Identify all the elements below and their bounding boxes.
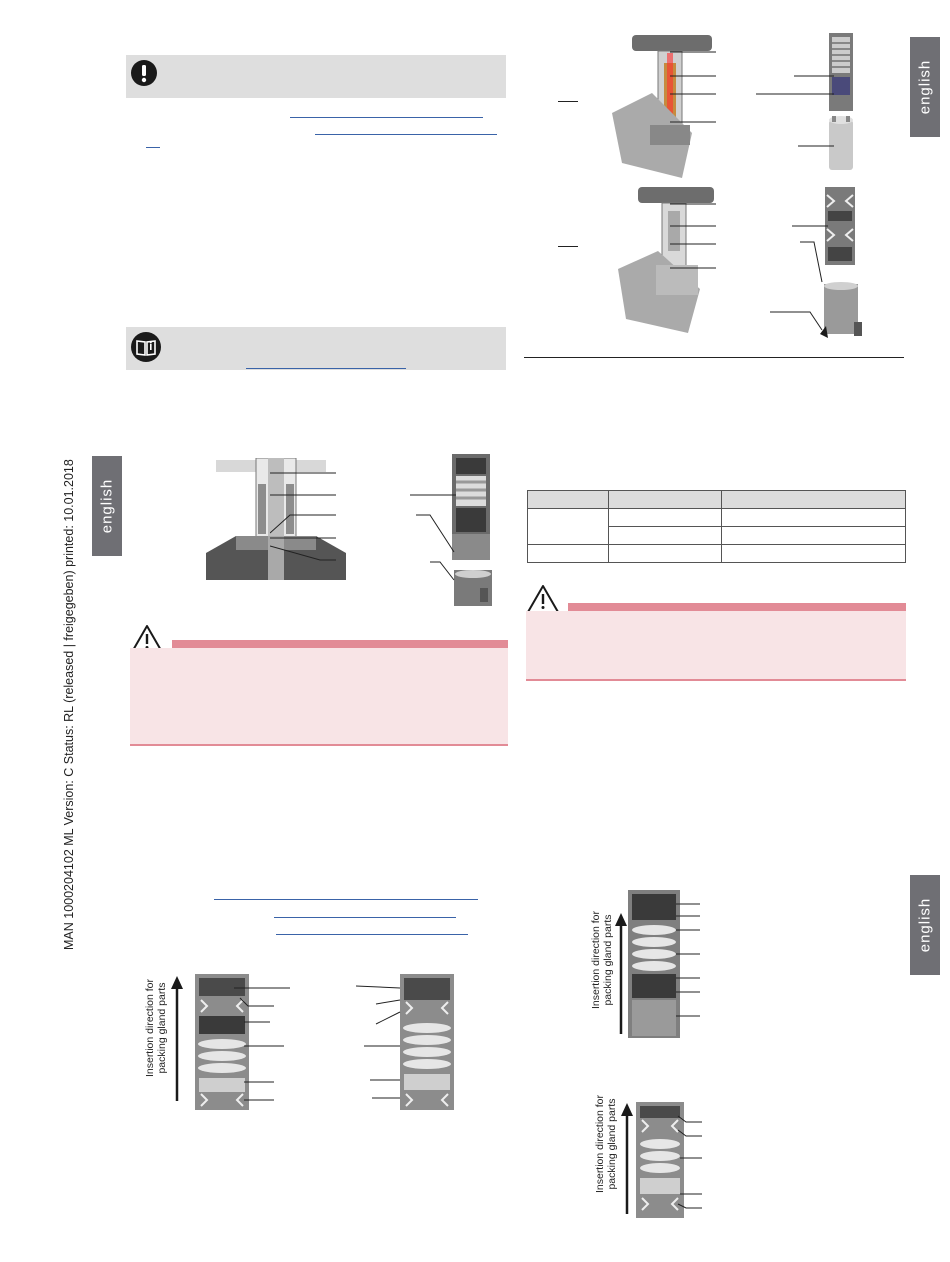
link-underline[interactable] [146,147,160,148]
leader-lines [234,982,294,1106]
insertion-direction-label [590,890,614,1030]
table-cell [528,545,609,563]
table-header-cell [609,491,722,509]
table-cell [722,545,906,563]
leader-lines [770,222,830,334]
leader-lines [674,898,704,1022]
insertion-direction-label [594,1074,618,1214]
note-box [126,55,506,98]
leader-lines [670,46,720,126]
table-cell [609,545,722,563]
packing-stack-diagram-b [398,972,456,1112]
language-tab-label: english [916,897,934,953]
leader-lines [270,468,340,568]
insertion-direction-label [144,958,168,1098]
manual-reference-box [126,327,506,370]
warning-triangle-icon [526,584,560,614]
link-underline[interactable] [246,368,406,369]
table-cell [722,527,906,545]
warning-header-band [568,603,906,611]
specification-table [527,490,906,563]
link-underline[interactable] [214,899,478,900]
insertion-arrow-icon [170,975,184,1103]
language-tab-top-right[interactable] [910,37,940,137]
link-underline[interactable] [315,134,497,135]
leader-lines [756,72,836,152]
table-cell [609,527,722,545]
table-cell [528,509,609,545]
leader-lines [356,982,406,1106]
table-header-cell [722,491,906,509]
language-tab-label: english [916,59,934,115]
leader-lines [676,1112,706,1216]
warning-header-band [172,640,508,648]
leader-lines [670,198,720,278]
callout-underline [558,101,578,102]
exclamation-circle-icon [130,59,158,87]
warning-box [526,611,906,681]
leader-lines [410,490,460,590]
section-divider [524,357,904,358]
table-row [528,545,906,563]
table-cell [722,509,906,527]
read-manual-icon [130,331,162,363]
document-footer: MAN 1000204102 ML Version: C Status: RL (released | freigegeben) printed: 10.01.2018 [62,459,76,950]
insertion-label-line-1: Insertion direction for [594,1094,606,1194]
table-cell [609,509,722,527]
link-underline[interactable] [276,934,468,935]
insertion-label-line-1: Insertion direction for [590,910,602,1010]
link-underline[interactable] [274,917,456,918]
insertion-arrow-icon [620,1102,634,1216]
language-tab-bottom-right[interactable] [910,875,940,975]
insertion-label-line-2: packing gland parts [156,982,168,1074]
insertion-label-line-1: Insertion direction for [144,978,156,1078]
insertion-label-line-2: packing gland parts [602,914,614,1006]
insertion-label-line-2: packing gland parts [606,1098,618,1190]
language-tab-left[interactable] [92,456,122,556]
language-tab-label: english [98,478,116,534]
callout-underline [558,246,578,247]
table-row [528,509,906,527]
table-header-row [528,491,906,509]
warning-box [130,648,508,746]
table-header-cell [528,491,609,509]
link-underline[interactable] [290,117,483,118]
